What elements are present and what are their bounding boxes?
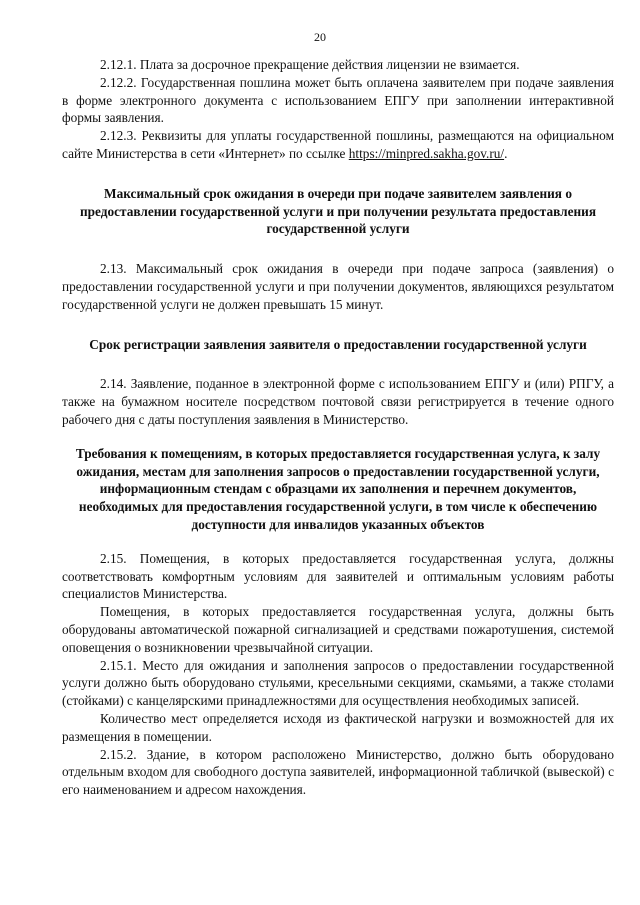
paragraph-2-12-2: 2.12.2. Государственная пошлина может быть оплачена заявителем при подаче заявления в форме электронного документа с использованием ЕПГУ при заполнении интерактивной формы заявления. [62, 74, 614, 126]
heading-premises-requirements: Требования к помещениям, в которых предоставляется государственная услуга, к залу ожидания, местам для заполнения запросов о предоставлении государственной услуги, информационным стендам с образцами их заполнения и перечнем документов, необходимых для предоставления государственной услуги, в том числе к обеспечению доступности для инвалидов указанных объектов [75, 445, 601, 532]
paragraph-2-12-1: 2.12.1. Плата за досрочное прекращение действия лицензии не взимается. [100, 57, 520, 72]
paragraph-2-15: 2.15. Помещения, в которых предоставляется государственная услуга, должны соответствовать комфортным условиям для заявителей и оптимальным условиям работы специалистов Министерства. [62, 550, 614, 602]
paragraph-2-15-1: 2.15.1. Место для ожидания и заполнения запросов о предоставлении государственной услуги должно быть оборудовано стульями, кресельными секциями, скамьями, а также столами (стойками) с канцелярскими принадлежностями для осуществления необходимых записей. [62, 657, 614, 709]
heading-waiting-time: Максимальный срок ожидания в очереди при подаче заявителем заявления о предоставлении государственной услуги и при получении результата предоставления государственной услуги [79, 185, 597, 237]
paragraph-2-15-fire-safety: Помещения, в которых предоставляется государственная услуга, должны быть оборудованы автоматической пожарной сигнализацией и средствами пожаротушения, системой оповещения о возникновении чрезвычайной ситуации. [62, 604, 614, 655]
ministry-website-link[interactable]: https://minpred.sakha.gov.ru/ [348, 145, 505, 161]
paragraph-2-12-3-text: 2.12.3. Реквизиты для уплаты государственной пошлины, размещаются на официальном сайте Министерства в сети «Интернет» по ссылке [62, 128, 614, 161]
paragraph-2-12-3 [62, 127, 614, 163]
paragraph-2-15-1-seats: Количество мест определяется исходя из фактической нагрузки и возможностей для их размещения в помещении. [62, 710, 614, 744]
paragraph-2-15-2: 2.15.2. Здание, в котором расположено Министерство, должно быть оборудовано отдельным входом для свободного доступа заявителей, информационной табличкой (вывеской) с его наименованием и адресом нахождения. [62, 746, 614, 798]
heading-registration-term: Срок регистрации заявления заявителя о предоставлении государственной услуги [89, 336, 587, 352]
paragraph-2-14: 2.14. Заявление, поданное в электронной форме с использованием ЕПГУ и (или) РПГУ, а также на бумажном носителе посредством почтовой связи регистрируется в течение одного рабочего дня с даты поступления заявления в Министерство. [62, 376, 614, 427]
document-body [62, 56, 614, 799]
page-number: 20 [314, 30, 326, 44]
paragraph-2-13: 2.13. Максимальный срок ожидания в очереди при подаче запроса (заявления) о предоставлении государственной услуги и при получении документов, являющихся результатом государственной услуги не должен превышать 15 минут. [62, 261, 614, 312]
paragraph-2-12-3-end: . [504, 145, 508, 161]
